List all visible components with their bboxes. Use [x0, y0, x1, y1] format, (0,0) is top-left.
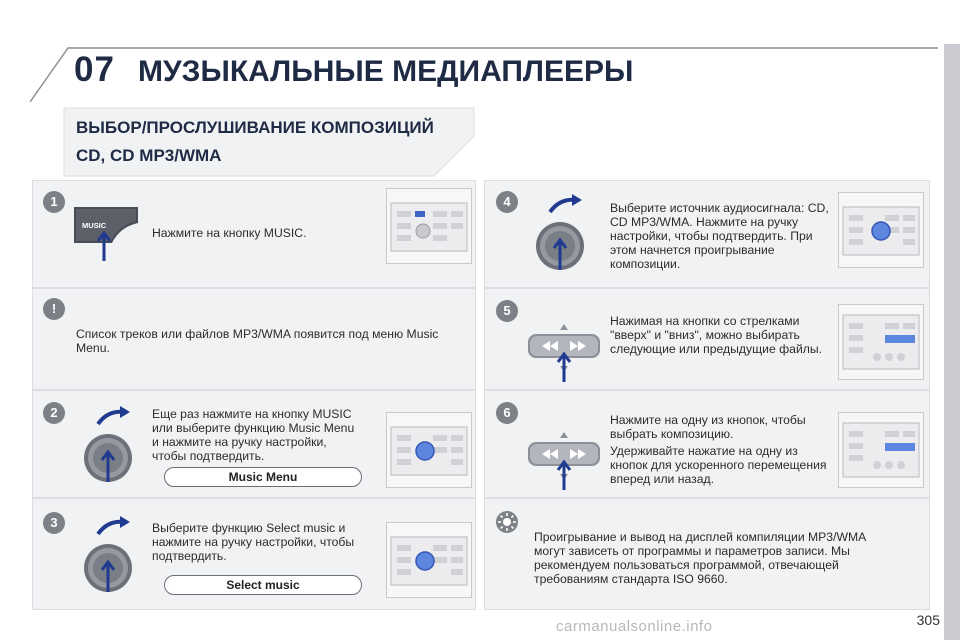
watermark: carmanualsonline.info: [556, 618, 713, 635]
rotary-knob-icon: [78, 402, 148, 484]
arrow-keypad-icon: [520, 428, 610, 494]
rotary-knob-icon: [530, 190, 600, 272]
section-title: ВЫБОР/ПРОСЛУШИВАНИЕ КОМПОЗИЦИЙ: [76, 118, 434, 137]
warning-text: Список треков или файлов MP3/WMA появится под меню Music Menu.: [76, 327, 439, 355]
tip-text: Проигрывание и вывод на дисплей компиляции MP3/WMA могут зависеть от программы и параметров записи. Мы рекомендуем пользоваться программой, отвечающей требованиям стандарта ISO 9660.: [534, 530, 866, 586]
step-3-text: Выберите функцию Select music и нажмите на ручку настройки, чтобы подтвердить.: [152, 521, 355, 563]
step-badge-5: 5: [496, 300, 518, 322]
step-6-text-2: Удерживайте нажатие на одну из кнопок для ускоренного перемещения вперед или назад.: [610, 444, 827, 486]
arrow-keypad-icon: [520, 320, 610, 386]
step-badge-6: 6: [496, 402, 518, 424]
page-number: 305: [916, 612, 940, 628]
step-badge-2: 2: [43, 402, 65, 424]
radio-unit-thumbnail: [386, 188, 472, 264]
music-button-icon: [72, 205, 140, 263]
step-4-text: Выберите источник аудиосигнала: CD, CD MP3/WMA. Нажмите на ручку настройки, чтобы подтвердить. При этом начнется проигрывание композиции.: [610, 201, 829, 271]
step-5-text: Нажимая на кнопки со стрелками "вверх" и "вниз", можно выбирать следующие или предыдущие файлы.: [610, 314, 823, 356]
radio-unit-thumbnail: [838, 412, 924, 488]
step-2-text: Еще раз нажмите на кнопку MUSIC или выберите функцию Music Menu и нажмите на ручку настройки, чтобы подтвердить.: [152, 407, 355, 463]
music-menu-label: Music Menu: [164, 467, 362, 487]
rotary-knob-icon: [78, 512, 148, 594]
chapter-title: МУЗЫКАЛЬНЫЕ МЕДИАПЛЕЕРЫ: [138, 55, 634, 88]
radio-unit-thumbnail: [838, 304, 924, 380]
warning-badge: !: [43, 298, 65, 320]
music-button-label: MUSIC: [82, 221, 107, 230]
step-6-text-1: Нажмите на одну из кнопок, чтобы выбрать композицию.: [610, 413, 806, 441]
page-edge-tab: [944, 44, 960, 640]
tip-sun-icon: [495, 510, 519, 534]
section-subtitle: CD, CD MP3/WMA: [76, 146, 222, 165]
radio-unit-thumbnail: [386, 412, 472, 488]
section-heading-frame: [58, 106, 476, 178]
radio-unit-thumbnail: [386, 522, 472, 598]
step-1-text: Нажмите на кнопку MUSIC.: [152, 226, 307, 240]
step-badge-1: 1: [43, 191, 65, 213]
chapter-number: 07: [74, 50, 115, 89]
step-badge-4: 4: [496, 191, 518, 213]
select-music-label: Select music: [164, 575, 362, 595]
radio-unit-thumbnail: [838, 192, 924, 268]
step-badge-3: 3: [43, 512, 65, 534]
